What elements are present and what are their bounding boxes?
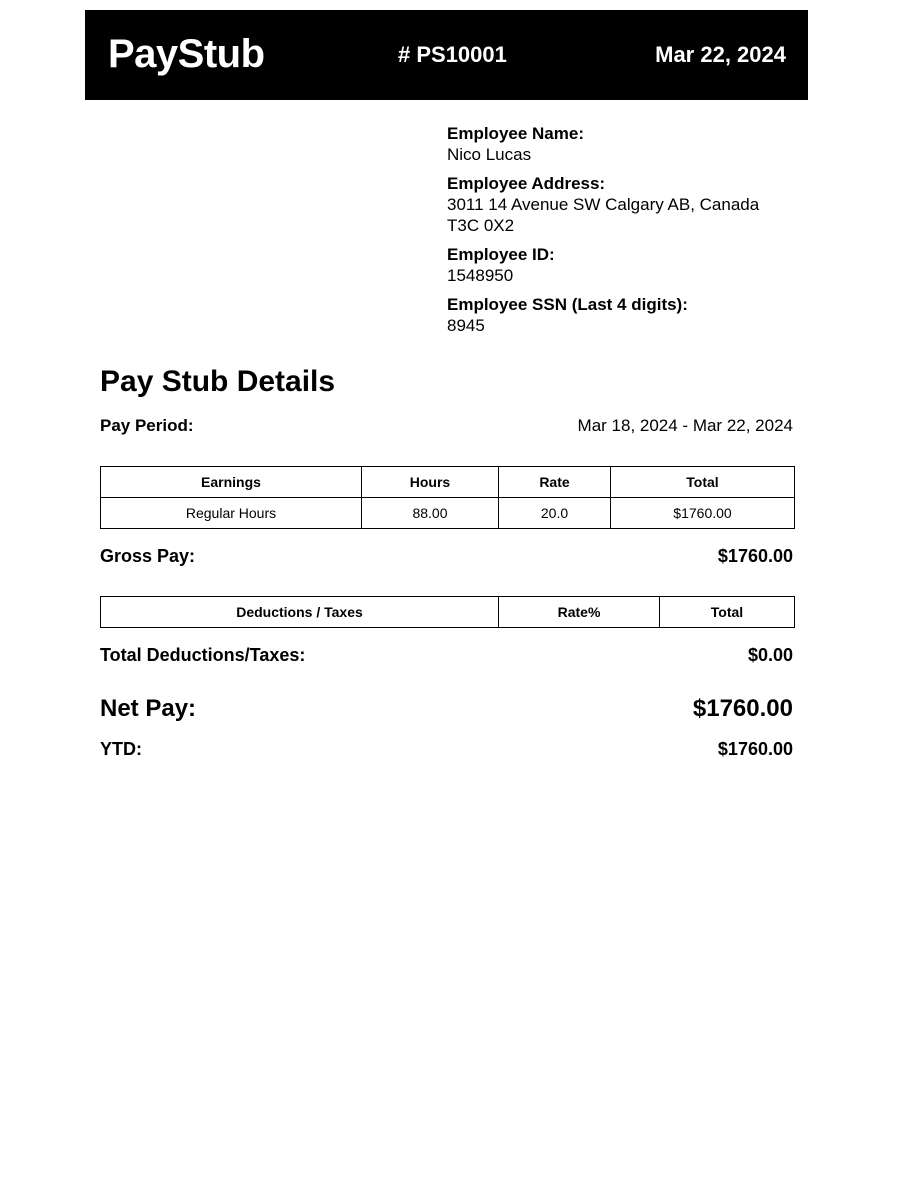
details-title: Pay Stub Details bbox=[100, 365, 336, 398]
earnings-cell-hours: 88.00 bbox=[362, 498, 499, 529]
deductions-header-type: Deductions / Taxes bbox=[101, 597, 499, 628]
earnings-cell-total: $1760.00 bbox=[611, 498, 795, 529]
employee-ssn: 8945 bbox=[447, 316, 485, 335]
brand-title: PayStub bbox=[108, 32, 265, 76]
employee-id-block bbox=[447, 244, 807, 286]
employee-address-line2: T3C 0X2 bbox=[447, 216, 515, 235]
header-date: Mar 22, 2024 bbox=[655, 42, 786, 67]
employee-info bbox=[447, 123, 807, 344]
employee-name-block bbox=[447, 123, 807, 165]
employee-address-label: Employee Address: bbox=[447, 174, 606, 193]
earnings-header-rate: Rate bbox=[499, 467, 611, 498]
total-deductions-label: Total Deductions/Taxes: bbox=[100, 645, 306, 665]
gross-pay-row bbox=[100, 546, 793, 567]
earnings-header-row bbox=[101, 467, 795, 498]
employee-ssn-block bbox=[447, 294, 807, 336]
deductions-table bbox=[100, 596, 795, 628]
ytd-row bbox=[100, 739, 793, 760]
earnings-header-total: Total bbox=[611, 467, 795, 498]
employee-address-line1: 3011 14 Avenue SW Calgary AB, Canada bbox=[447, 195, 760, 214]
employee-id-label: Employee ID: bbox=[447, 245, 555, 264]
deductions-header-row bbox=[101, 597, 795, 628]
gross-pay-label: Gross Pay: bbox=[100, 546, 196, 566]
earnings-cell-type: Regular Hours bbox=[101, 498, 362, 529]
employee-name-label: Employee Name: bbox=[447, 124, 584, 143]
employee-address-block bbox=[447, 173, 807, 236]
gross-pay-value: $1760.00 bbox=[717, 546, 793, 566]
deductions-header-rate: Rate% bbox=[499, 597, 660, 628]
total-deductions-row bbox=[100, 645, 793, 666]
stub-number: # PS10001 bbox=[398, 42, 507, 67]
net-pay-label: Net Pay: bbox=[100, 695, 197, 722]
earnings-cell-rate: 20.0 bbox=[499, 498, 611, 529]
ytd-label: YTD: bbox=[100, 739, 142, 759]
earnings-header-hours: Hours bbox=[362, 467, 499, 498]
table-row bbox=[101, 498, 795, 529]
earnings-header-earnings: Earnings bbox=[101, 467, 362, 498]
pay-period-label: Pay Period: bbox=[100, 416, 194, 435]
paystub-header bbox=[85, 10, 808, 100]
ytd-value: $1760.00 bbox=[717, 739, 793, 759]
deductions-header-total: Total bbox=[660, 597, 795, 628]
earnings-table bbox=[100, 466, 795, 529]
employee-ssn-label: Employee SSN (Last 4 digits): bbox=[447, 295, 688, 314]
total-deductions-value: $0.00 bbox=[747, 645, 793, 665]
net-pay-value: $1760.00 bbox=[692, 695, 793, 722]
pay-period-row bbox=[100, 416, 793, 436]
employee-id: 1548950 bbox=[447, 266, 514, 285]
pay-period-value: Mar 18, 2024 - Mar 22, 2024 bbox=[577, 416, 793, 435]
net-pay-row bbox=[100, 695, 793, 723]
employee-name: Nico Lucas bbox=[447, 145, 532, 164]
